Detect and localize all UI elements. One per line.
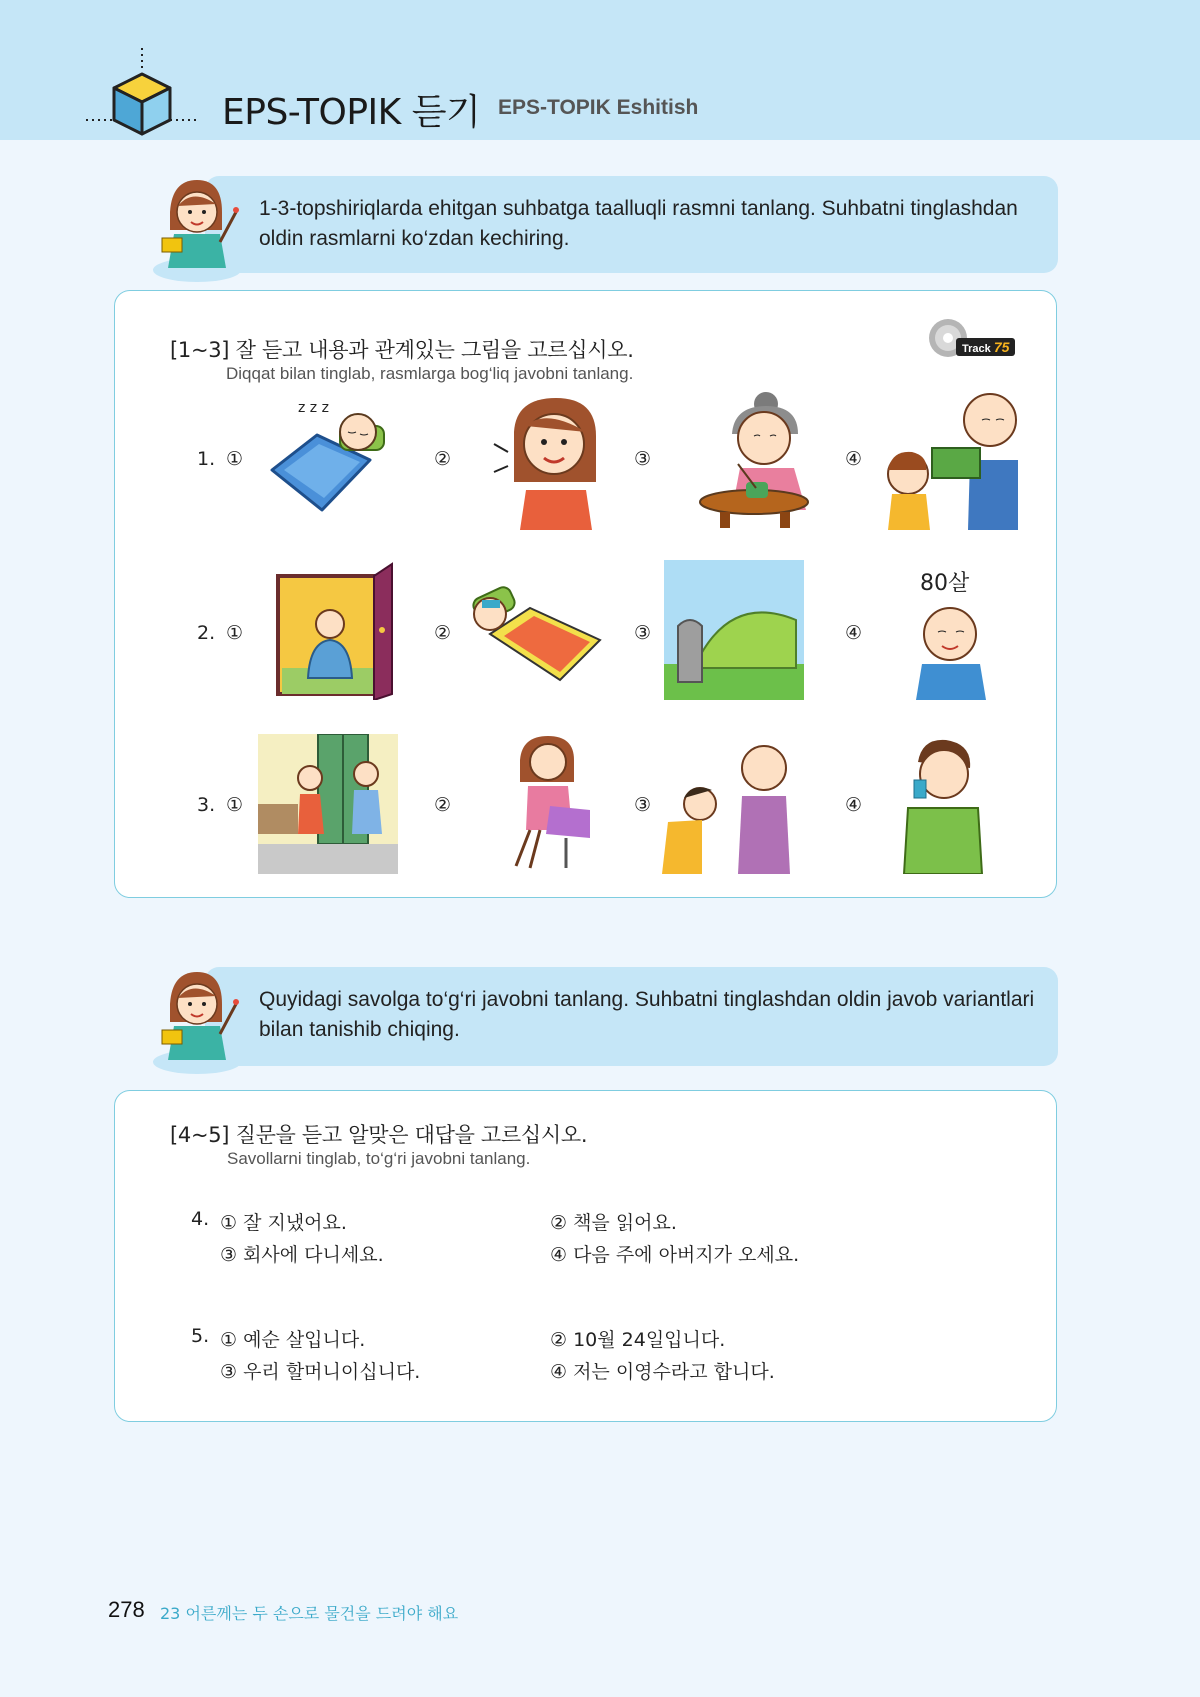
eighty-year-old-illustration	[878, 560, 1018, 700]
audio-track-badge[interactable]	[928, 318, 1020, 362]
question-4-5-uzbek: Savollarni tinglab, to‘g‘ri javobni tanlang.	[227, 1149, 531, 1168]
track-text: Track	[962, 343, 991, 355]
man-on-phone-illustration	[878, 734, 1018, 874]
answer-option[interactable]: ③ 회사에 다니세요.	[220, 1244, 384, 1266]
page-header	[0, 0, 1200, 140]
instruction-box-2	[205, 967, 1058, 1066]
option-marker[interactable]: ②	[434, 622, 452, 644]
sick-in-bed-illustration	[470, 580, 610, 720]
answer-option[interactable]: ④ 저는 이영수라고 합니다.	[550, 1361, 775, 1383]
option-marker[interactable]: ③	[634, 794, 652, 816]
talking-woman-illustration	[486, 390, 626, 530]
instruction-text-2: Quyidagi savolga to‘g‘ri javobni tanlang. Suhbatni tinglashdan oldin javob variantlari bilan tanishib chiqing.	[259, 988, 1035, 1041]
option-marker[interactable]: ①	[226, 622, 244, 644]
option-marker[interactable]: ③	[634, 448, 652, 470]
grandma-eating-illustration	[694, 390, 834, 530]
option-marker[interactable]: ④	[845, 794, 863, 816]
age-label: 80살	[920, 571, 970, 596]
answer-option[interactable]: ① 예순 살입니다.	[220, 1329, 366, 1351]
option-marker[interactable]: ①	[226, 448, 244, 470]
item-number: 1.	[197, 448, 216, 470]
option-marker[interactable]: ②	[434, 448, 452, 470]
child-giving-gift-illustration	[878, 390, 1018, 530]
item-number: 2.	[197, 622, 216, 644]
item-number: 3.	[197, 794, 216, 816]
question-4-5-korean: [4~5] 질문을 듣고 알맞은 대답을 고르십시오.	[170, 1123, 588, 1147]
item-number: 4.	[191, 1208, 210, 1230]
option-marker[interactable]: ②	[434, 794, 452, 816]
page-subtitle: EPS-TOPIK Eshitish	[498, 96, 699, 119]
svg-text:z z z: z z z	[298, 400, 329, 416]
option-marker[interactable]: ③	[634, 622, 652, 644]
teacher-icon	[152, 964, 242, 1074]
item-number: 5.	[191, 1325, 210, 1347]
answer-option[interactable]: ② 10월 24일입니다.	[550, 1329, 726, 1351]
bowing-to-elder-illustration	[662, 734, 802, 874]
track-number: 75	[993, 339, 1010, 355]
grandpa-in-doorway-illustration	[274, 560, 414, 700]
answer-option[interactable]: ② 책을 읽어요.	[550, 1212, 677, 1234]
chapter-title: 23 어른께는 두 손으로 물건을 드려야 해요	[160, 1604, 459, 1623]
track-label	[956, 338, 1015, 356]
woman-sitting-illustration	[500, 734, 640, 874]
sleeping-grandpa-illustration	[262, 390, 402, 530]
option-marker[interactable]: ④	[845, 622, 863, 644]
grave-mound-illustration	[664, 560, 804, 700]
cube-icon	[86, 48, 206, 138]
answer-option[interactable]: ① 잘 지냈어요.	[220, 1212, 347, 1234]
subway-seat-illustration	[258, 734, 398, 874]
question-1-3-uzbek: Diqqat bilan tinglab, rasmlarga bog‘liq javobni tanlang.	[226, 364, 634, 383]
teacher-icon	[152, 172, 242, 282]
option-marker[interactable]: ①	[226, 794, 244, 816]
answer-option[interactable]: ④ 다음 주에 아버지가 오세요.	[550, 1244, 800, 1266]
instruction-box-1	[205, 176, 1058, 273]
page-title: EPS-TOPIK 듣기	[222, 92, 481, 133]
page-number: 278	[108, 1597, 145, 1622]
instruction-text-1: 1-3-topshiriqlarda ehitgan suhbatga taalluqli rasmni tanlang. Suhbatni tinglashdan oldin rasmlarni ko‘zdan kechiring.	[259, 197, 1018, 250]
question-1-3-korean: [1~3] 잘 듣고 내용과 관계있는 그림을 고르십시오.	[170, 338, 634, 362]
option-marker[interactable]: ④	[845, 448, 863, 470]
answer-option[interactable]: ③ 우리 할머니이십니다.	[220, 1361, 421, 1383]
